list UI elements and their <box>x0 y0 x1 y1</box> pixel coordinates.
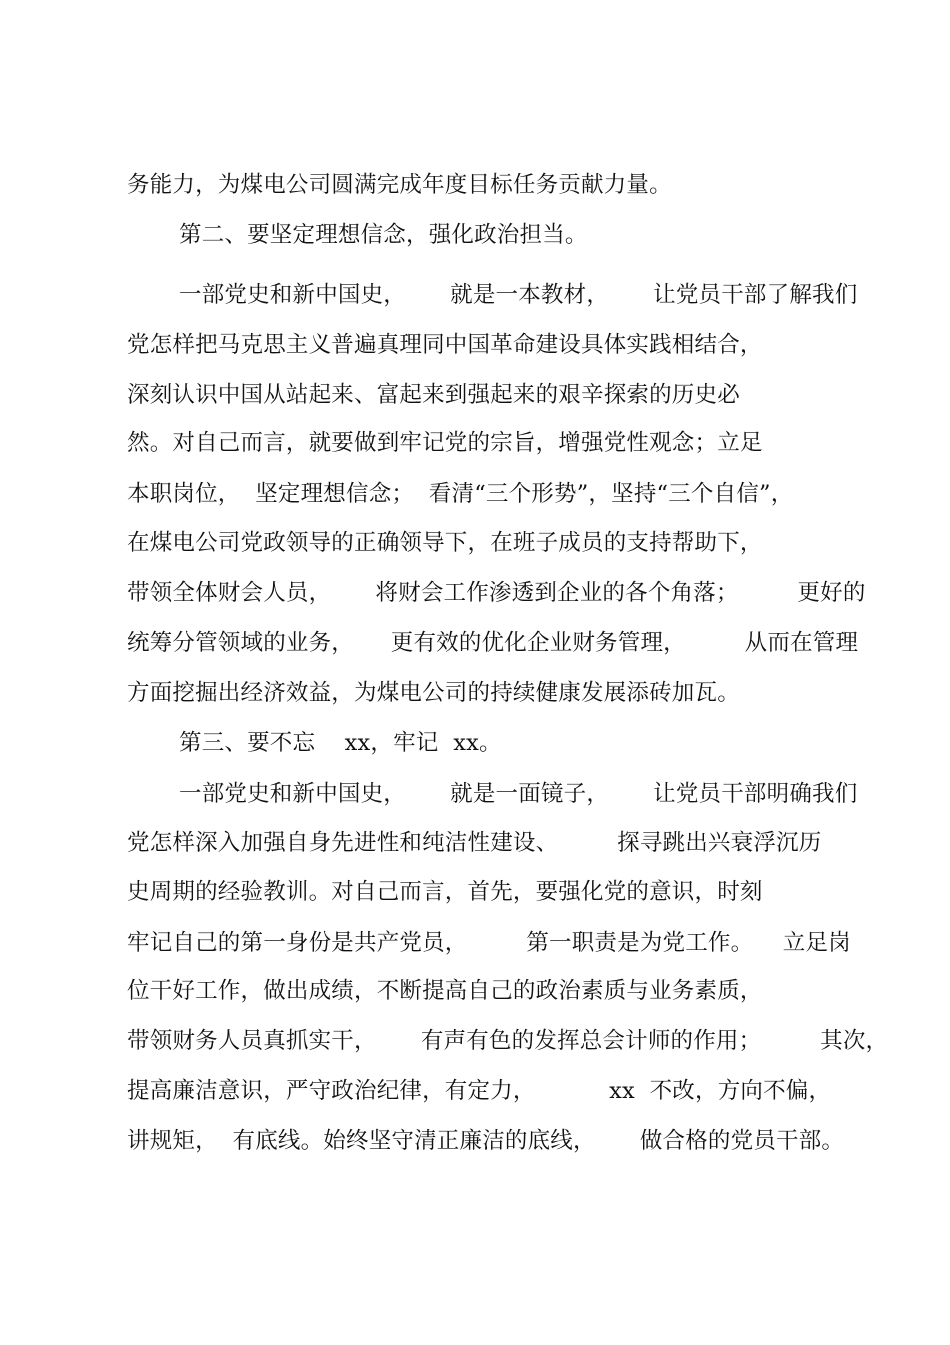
text-line: 带领全体财会人员， 将财会工作渗透到企业的各个角落； 更好的 <box>127 580 866 606</box>
text-line: 务能力，为煤电公司圆满完成年度目标任务贡献力量。 <box>127 172 672 198</box>
text-line: 统筹分管领域的业务， 更有效的优化企业财务管理， 从而在管理 <box>127 630 859 656</box>
text-line: 党怎样把马克思主义普遍真理同中国革命建设具体实践相结合， <box>127 332 763 358</box>
text-line: 一部党史和新中国史， 就是一面镜子， 让党员干部明确我们 <box>179 781 858 807</box>
section-heading-2: 第二、要坚定理想信念，强化政治担当。 <box>179 222 588 248</box>
text-line: 史周期的经验教训。对自己而言，首先，要强化党的意识，时刻 <box>127 879 763 905</box>
text-line: 在煤电公司党政领导的正确领导下，在班子成员的支持帮助下， <box>127 530 763 556</box>
text-line: 讲规矩， 有底线。始终坚守清正廉洁的底线， 做合格的党员干部。 <box>127 1128 845 1154</box>
text-line: 党怎样深入加强自身先进性和纯洁性建设、 探寻跳出兴衰浮沉历 <box>127 830 822 856</box>
text-line: 然。对自己而言，就要做到牢记党的宗旨，增强党性观念；立足 <box>127 430 763 456</box>
section-heading-3: 第三、要不忘 xx，牢记 xx。 <box>179 730 502 756</box>
text-line: 方面挖掘出经济效益，为煤电公司的持续健康发展添砖加瓦。 <box>127 680 740 706</box>
text-line: 提高廉洁意识，严守政治纪律，有定力， xx 不改，方向不偏， <box>127 1078 832 1104</box>
text-line: 牢记自己的第一身份是共产党员， 第一职责是为党工作。 立足岗 <box>127 930 851 956</box>
text-line: 一部党史和新中国史， 就是一本教材， 让党员干部了解我们 <box>179 282 858 308</box>
text-line: 带领财务人员真抓实干， 有声有色的发挥总会计师的作用； 其次， <box>127 1028 889 1054</box>
text-line: 本职岗位， 坚定理想信念； 看清“三个形势”，坚持“三个自信”， <box>127 481 794 507</box>
text-line: 深刻认识中国从站起来、富起来到强起来的艰辛探索的历史必 <box>127 382 740 408</box>
text-line: 位干好工作，做出成绩，不断提高自己的政治素质与业务素质， <box>127 978 763 1004</box>
